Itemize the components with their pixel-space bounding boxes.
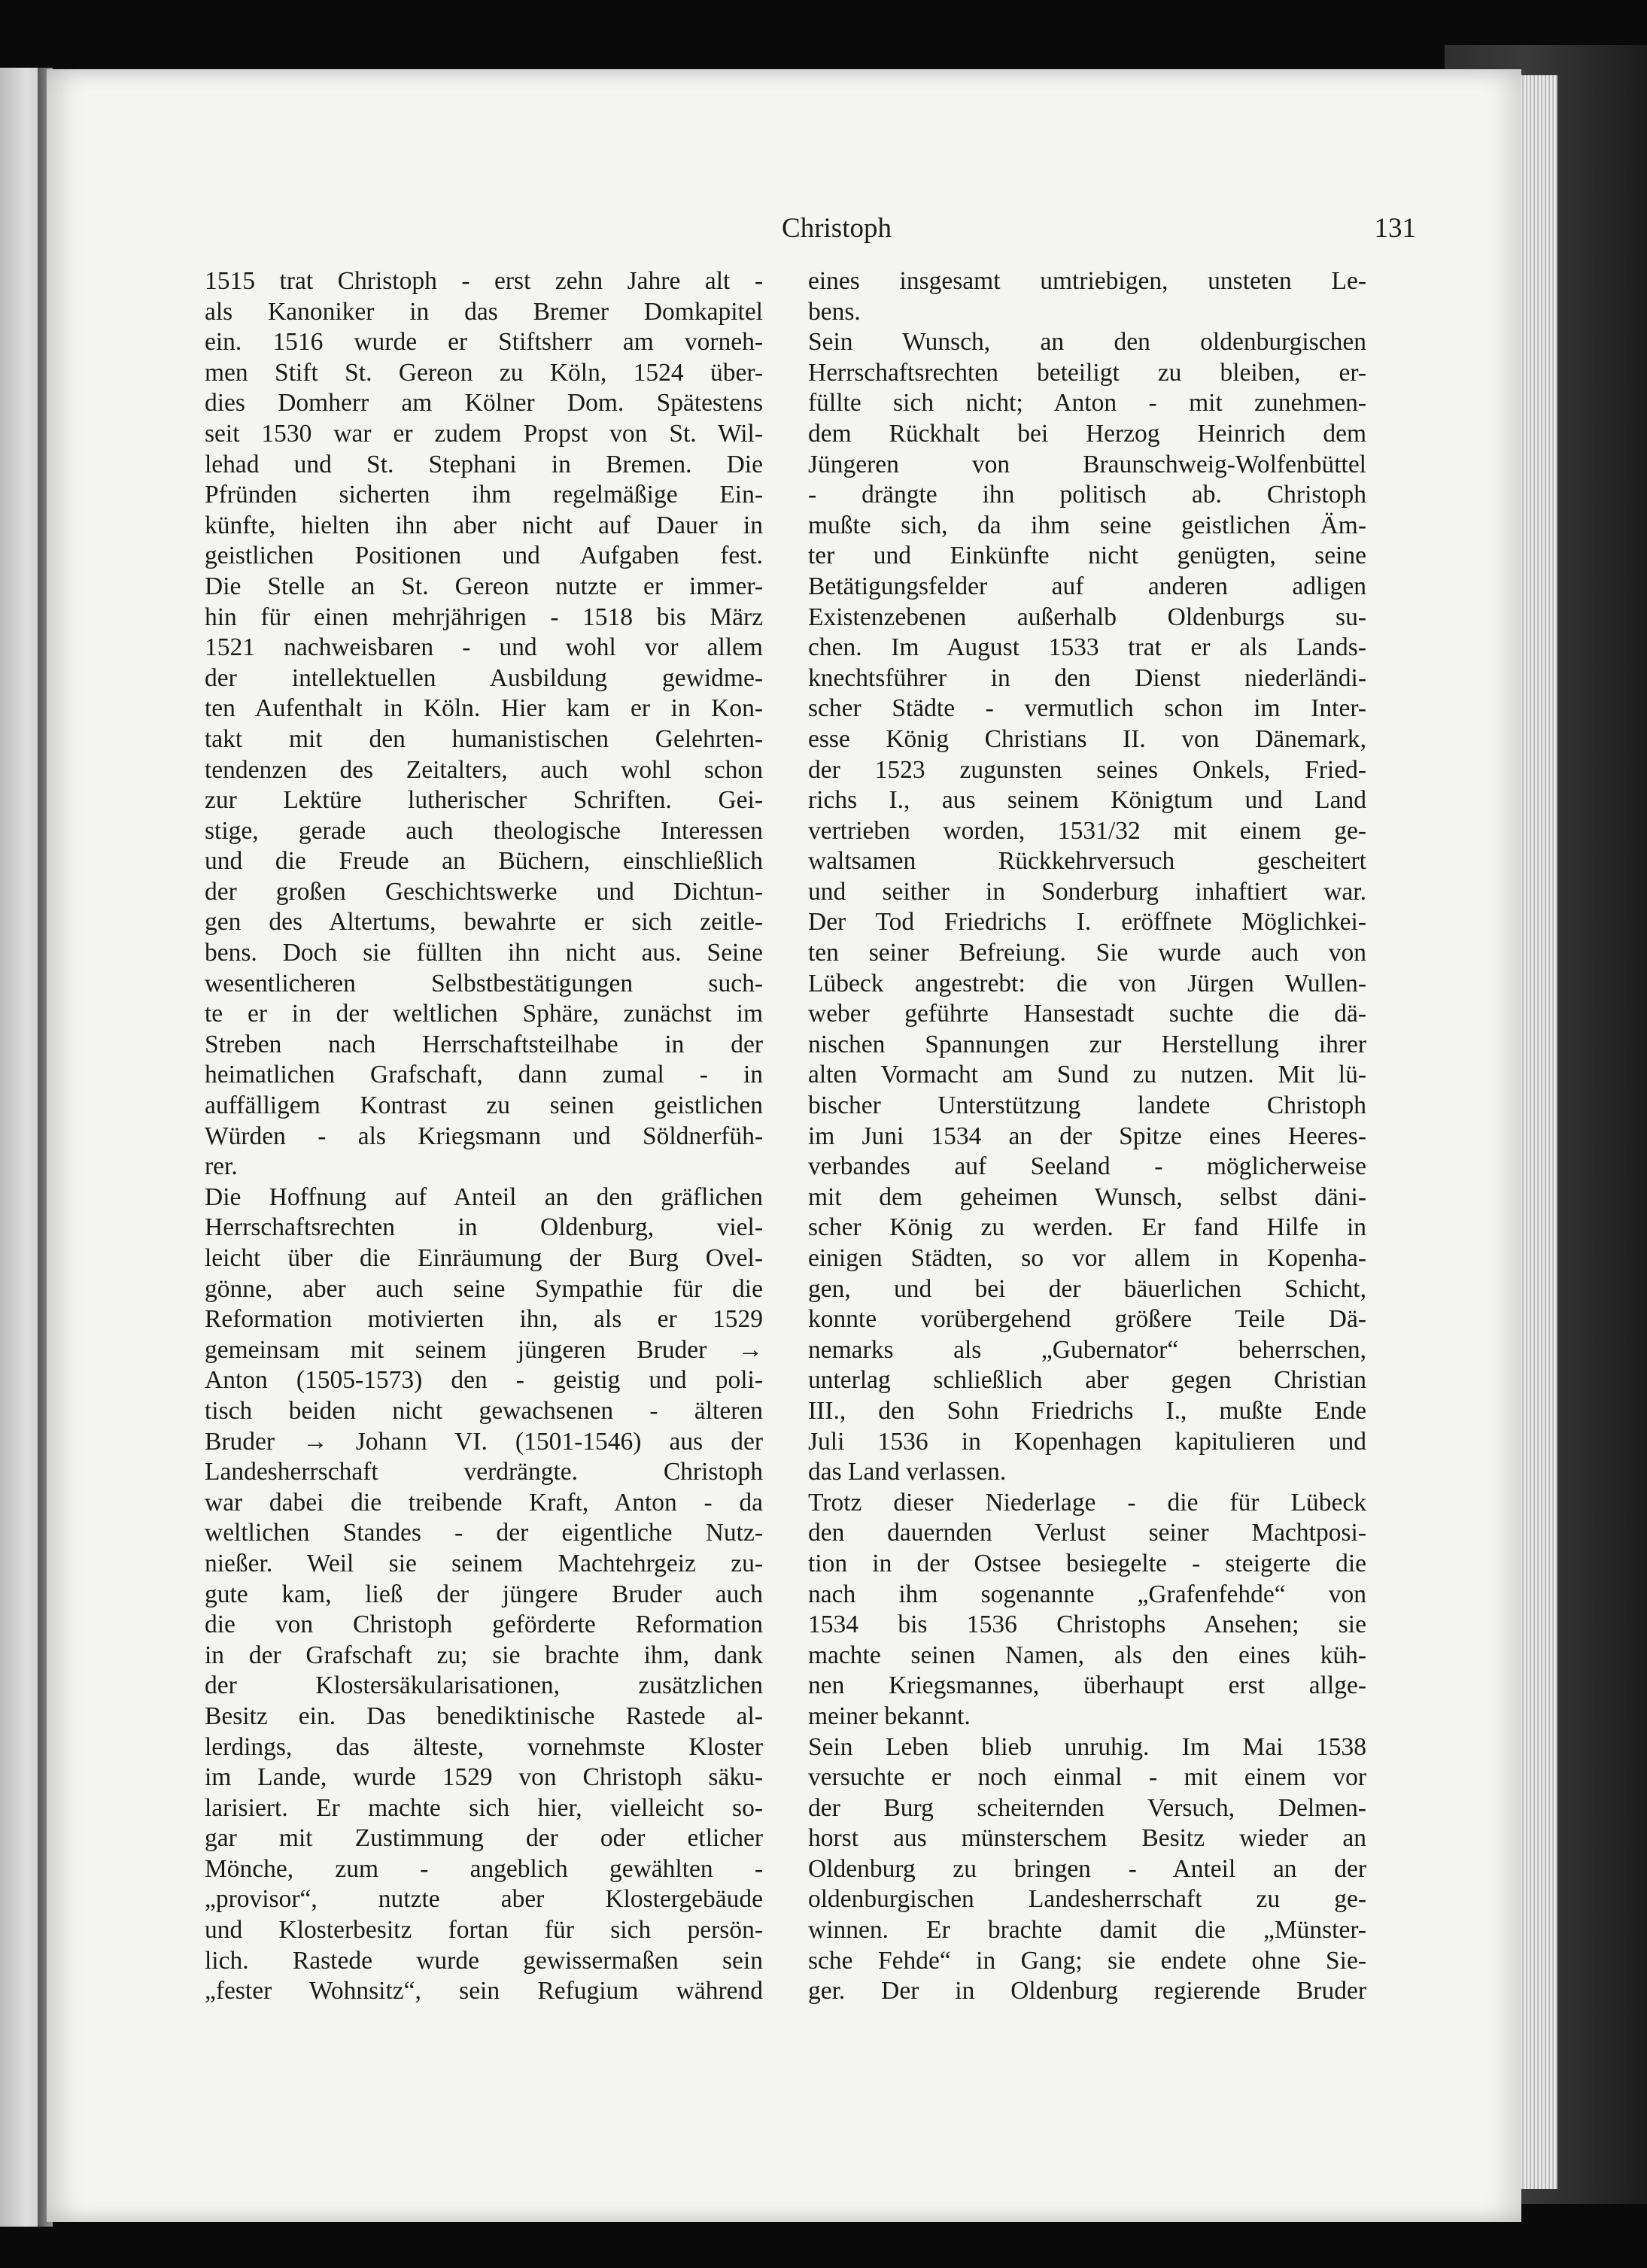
text-line: den dauernden Verlust seiner Machtposi- xyxy=(808,1519,1366,1547)
text-line: Sein Leben blieb unruhig. Im Mai 1538 xyxy=(808,1732,1366,1761)
text-line: te er in der weltlichen Sphäre, zunächst im xyxy=(205,1000,763,1028)
text-line: richs I., aus seinem Königtum und Land xyxy=(808,786,1366,815)
text-line: und seither in Sonderburg inhaftiert war. xyxy=(808,877,1366,906)
text-line: Die Stelle an St. Gereon nutzte er immer- xyxy=(205,572,763,600)
text-line: Anton (1505-1573) den - geistig und poli- xyxy=(205,1366,763,1395)
text-line: und Klosterbesitz fortan für sich persön- xyxy=(205,1916,763,1945)
text-line: geistlichen Positionen und Aufgaben fest. xyxy=(205,542,763,570)
text-line: gute kam, ließ der jüngere Bruder auch xyxy=(205,1580,763,1608)
text-line: Jüngeren von Braunschweig-Wolfenbüttel xyxy=(808,450,1366,478)
text-line: Oldenburg zu bringen - Anteil an der xyxy=(808,1854,1366,1883)
text-line: der intellektuellen Ausbildung gewidme- xyxy=(205,663,763,692)
text-line: knechtsführer in den Dienst niederländi- xyxy=(808,663,1366,692)
text-line: Reformation motivierten ihn, als er 1529 xyxy=(205,1305,763,1334)
text-line: wesentlicheren Selbstbestätigungen such- xyxy=(205,969,763,997)
text-line: Der Tod Friedrichs I. eröffnete Möglichkei- xyxy=(808,908,1366,937)
text-line: eines insgesamt umtriebigen, unsteten Le- xyxy=(808,267,1366,295)
text-line: III., den Sohn Friedrichs I., mußte Ende xyxy=(808,1396,1366,1425)
text-line: ein. 1516 wurde er Stiftsherr am vorneh- xyxy=(205,328,763,357)
text-line: Die Hoffnung auf Anteil an den gräflichen xyxy=(205,1183,763,1211)
text-column-left xyxy=(205,266,763,2007)
text-line: vertrieben worden, 1531/32 mit einem ge- xyxy=(808,816,1366,845)
text-column-right xyxy=(808,266,1366,2007)
text-line: das Land verlassen. xyxy=(808,1458,1007,1486)
text-line: oldenburgischen Landesherrschaft zu ge- xyxy=(808,1885,1366,1914)
text-line: lerdings, das älteste, vornehmste Kloster xyxy=(205,1732,763,1761)
text-line: Trotz dieser Niederlage - die für Lübeck xyxy=(808,1488,1366,1517)
text-line: ten Aufenthalt in Köln. Hier kam er in Kon- xyxy=(205,694,763,723)
text-line: einigen Städten, so vor allem in Kopenha- xyxy=(808,1244,1366,1272)
text-line: in der Grafschaft zu; sie brachte ihm, dank xyxy=(205,1641,763,1669)
text-line: gen, und bei der bäuerlichen Schicht, xyxy=(808,1274,1366,1303)
text-line: hin für einen mehrjährigen - 1518 bis März xyxy=(205,603,763,631)
text-line: chen. Im August 1533 trat er als Lands- xyxy=(808,633,1366,662)
text-line: Herrschaftsrechten in Oldenburg, viel- xyxy=(205,1213,763,1242)
text-line: auffälligem Kontrast zu seinen geistlichen xyxy=(205,1091,763,1120)
text-line: gar mit Zustimmung der oder etlicher xyxy=(205,1824,763,1853)
text-line: bens. Doch sie füllten ihn nicht aus. Seine xyxy=(205,939,763,967)
text-line: nießer. Weil sie seinem Machtehrgeiz zu- xyxy=(205,1549,763,1577)
text-line: scher Städte - vermutlich schon im Inter- xyxy=(808,694,1366,723)
running-head: Christoph xyxy=(782,213,892,244)
text-line: Mönche, zum - angeblich gewählten - xyxy=(205,1854,763,1883)
text-line: der großen Geschichtswerke und Dichtun- xyxy=(205,877,763,906)
text-line: gemeinsam mit seinem jüngeren Bruder → xyxy=(205,1335,763,1364)
text-line: 1521 nachweisbaren - und wohl vor allem xyxy=(205,633,763,662)
text-line: horst aus münsterschem Besitz wieder an xyxy=(808,1824,1366,1853)
text-line: weber geführte Hansestadt suchte die dä- xyxy=(808,1000,1366,1028)
text-line: 1534 bis 1536 Christophs Ansehen; sie xyxy=(808,1611,1366,1639)
text-line: men Stift St. Gereon zu Köln, 1524 über- xyxy=(205,358,763,387)
text-line: leicht über die Einräumung der Burg Ovel- xyxy=(205,1244,763,1272)
text-line: lich. Rastede wurde gewissermaßen sein xyxy=(205,1946,763,1975)
text-line: nen Kriegsmannes, überhaupt erst allge- xyxy=(808,1671,1366,1700)
text-line: Besitz ein. Das benediktinische Rastede al- xyxy=(205,1702,763,1730)
page-number: 131 xyxy=(1374,213,1416,244)
text-line: versuchte er noch einmal - mit einem vor xyxy=(808,1763,1366,1792)
text-line: Streben nach Herrschaftsteilhabe in der xyxy=(205,1030,763,1058)
text-line: Herrschaftsrechten beteiligt zu bleiben, er- xyxy=(808,358,1366,387)
text-line: künfte, hielten ihn aber nicht auf Dauer in xyxy=(205,511,763,539)
text-line: ter und Einkünfte nicht genügten, seine xyxy=(808,542,1366,570)
text-line: die von Christoph geförderte Reformation xyxy=(205,1611,763,1639)
text-line: rer. xyxy=(205,1152,238,1181)
text-line: zur Lektüre lutherischer Schriften. Gei- xyxy=(205,786,763,815)
text-line: als Kanoniker in das Bremer Domkapitel xyxy=(205,297,763,326)
text-line: dem Rückhalt bei Herzog Heinrich dem xyxy=(808,419,1366,448)
text-line: im Juni 1534 an der Spitze eines Heeres- xyxy=(808,1122,1366,1150)
text-line: mit dem geheimen Wunsch, selbst däni- xyxy=(808,1183,1366,1211)
text-line: meiner bekannt. xyxy=(808,1702,971,1730)
text-line: seit 1530 war er zudem Propst von St. Wil- xyxy=(205,419,763,448)
text-line: weltlichen Standes - der eigentliche Nutz- xyxy=(205,1519,763,1547)
text-line: Würden - als Kriegsmann und Söldnerfüh- xyxy=(205,1122,763,1150)
text-line: und die Freude an Büchern, einschließlich xyxy=(205,847,763,876)
text-line: stige, gerade auch theologische Interessen xyxy=(205,816,763,845)
text-line: konnte vorübergehend größere Teile Dä- xyxy=(808,1305,1366,1334)
text-line: nemarks als „Gubernator“ beherrschen, xyxy=(808,1335,1366,1364)
text-line: Lübeck angestrebt: die von Jürgen Wullen- xyxy=(808,969,1366,997)
text-line: „provisor“, nutzte aber Klostergebäude xyxy=(205,1885,763,1914)
text-line: ten seiner Befreiung. Sie wurde auch von xyxy=(808,939,1366,967)
text-line: nischen Spannungen zur Herstellung ihrer xyxy=(808,1030,1366,1058)
text-line: Betätigungsfelder auf anderen adligen xyxy=(808,572,1366,600)
text-line: gönne, aber auch seine Sympathie für die xyxy=(205,1274,763,1303)
text-line: der Klostersäkularisationen, zusätzlichen xyxy=(205,1671,763,1700)
text-line: Juli 1536 in Kopenhagen kapitulieren und xyxy=(808,1427,1366,1456)
text-line: mußte sich, da ihm seine geistlichen Äm- xyxy=(808,511,1366,539)
text-line: im Lande, wurde 1529 von Christoph säku- xyxy=(205,1763,763,1792)
text-line: scher König zu werden. Er fand Hilfe in xyxy=(808,1213,1366,1242)
text-line: alten Vormacht am Sund zu nutzen. Mit lü- xyxy=(808,1061,1366,1089)
text-line: nach ihm sogenannte „Grafenfehde“ von xyxy=(808,1580,1366,1608)
text-line: ger. Der in Oldenburg regierende Bruder xyxy=(808,1977,1366,2005)
text-line: lehad und St. Stephani in Bremen. Die xyxy=(205,450,763,478)
text-line: bischer Unterstützung landete Christoph xyxy=(808,1091,1366,1120)
text-line: füllte sich nicht; Anton - mit zunehmen- xyxy=(808,389,1366,417)
text-line: esse König Christians II. von Dänemark, xyxy=(808,724,1366,753)
text-line: der Burg scheiternden Versuch, Delmen- xyxy=(808,1793,1366,1822)
text-line: Pfründen sicherten ihm regelmäßige Ein- xyxy=(205,481,763,509)
text-line: dies Domherr am Kölner Dom. Spätestens xyxy=(205,389,763,417)
text-line: winnen. Er brachte damit die „Münster- xyxy=(808,1916,1366,1945)
text-line: - drängte ihn politisch ab. Christoph xyxy=(808,481,1366,509)
text-line: „fester Wohnsitz“, sein Refugium während xyxy=(205,1977,763,2005)
text-line: tion in der Ostsee besiegelte - steigerte die xyxy=(808,1549,1366,1577)
book-page xyxy=(47,69,1521,2222)
text-line: gen des Altertums, bewahrte er sich zeitle- xyxy=(205,908,763,937)
text-line: war dabei die treibende Kraft, Anton - da xyxy=(205,1488,763,1517)
text-line: unterlag schließlich aber gegen Christian xyxy=(808,1366,1366,1395)
text-line: Bruder → Johann VI. (1501-1546) aus der xyxy=(205,1427,763,1456)
text-line: waltsamen Rückkehrversuch gescheitert xyxy=(808,847,1366,876)
text-line: der 1523 zugunsten seines Onkels, Fried- xyxy=(808,755,1366,784)
text-line: tendenzen des Zeitalters, auch wohl schon xyxy=(205,755,763,784)
text-line: Landesherrschaft verdrängte. Christoph xyxy=(205,1458,763,1486)
text-line: sche Fehde“ in Gang; sie endete ohne Sie- xyxy=(808,1946,1366,1975)
text-line: larisiert. Er machte sich hier, vielleicht so- xyxy=(205,1793,763,1822)
text-line: heimatlichen Grafschaft, dann zumal - in xyxy=(205,1061,763,1089)
text-line: machte seinen Namen, als den eines küh- xyxy=(808,1641,1366,1669)
text-line: takt mit den humanistischen Gelehrten- xyxy=(205,724,763,753)
text-line: Existenzebenen außerhalb Oldenburgs su- xyxy=(808,603,1366,631)
text-line: verbandes auf Seeland - möglicherweise xyxy=(808,1152,1366,1181)
text-line: bens. xyxy=(808,297,861,326)
text-line: 1515 trat Christoph - erst zehn Jahre alt - xyxy=(205,267,763,295)
text-line: Sein Wunsch, an den oldenburgischen xyxy=(808,328,1366,357)
text-line: tisch beiden nicht gewachsenen - älteren xyxy=(205,1396,763,1425)
